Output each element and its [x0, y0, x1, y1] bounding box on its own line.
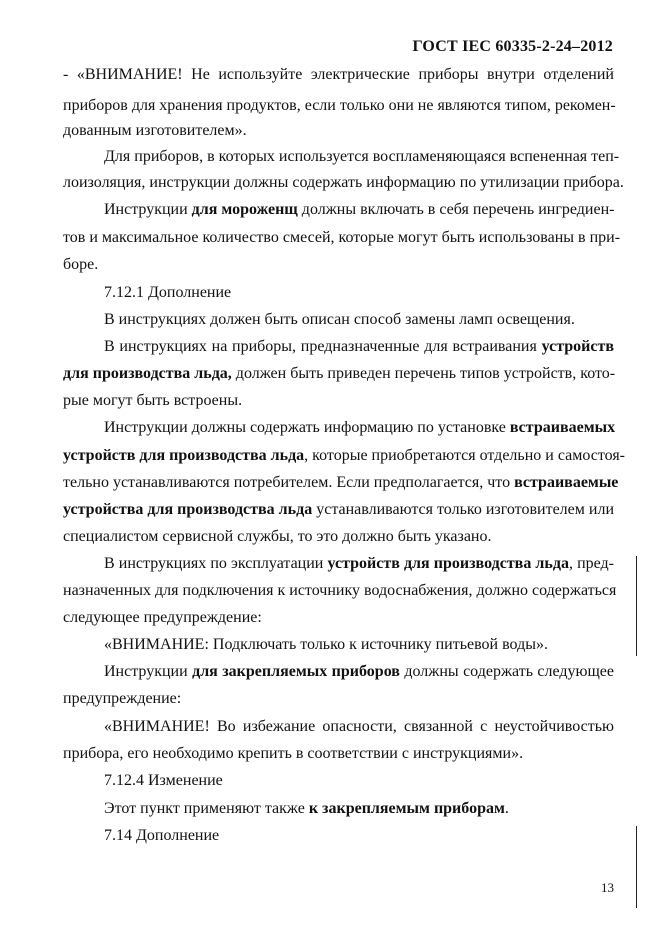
text-line: дованным изготовителем».: [63, 122, 247, 139]
page-number: 13: [601, 880, 614, 895]
text-line: боре.: [63, 256, 99, 273]
text-line: для производства льда, должен быть приведен перечень типов устройств, кото-: [63, 365, 616, 382]
text-line: тельно устанавливаются потребителем. Если предполагается, что встраиваемые: [63, 474, 619, 491]
text-line: Для приборов, в которых используется воспламеняющаяся вспененная теп-: [104, 148, 620, 165]
text-line: - «ВНИМАНИЕ! Не используйте электрические приборы внутри отделений: [63, 66, 614, 83]
text-line: назначенных для подключения к источнику водоснабжения, должно содержаться: [63, 582, 617, 599]
text-line: приборов для хранения продуктов, если только они не являются типом, рекомен-: [63, 97, 616, 114]
text-line: следующее предупреждение:: [63, 609, 262, 626]
text-line: В инструкциях на приборы, предназначенные для встраивания устройств: [104, 338, 614, 355]
section-heading: 7.14 Дополнение: [104, 827, 220, 844]
warning-line: «ВНИМАНИЕ: Подключать только к источнику питьевой воды».: [104, 636, 548, 653]
section-heading: 7.12.1 Дополнение: [104, 284, 232, 301]
text-line: В инструкциях должен быть описан способ замены ламп освещения.: [104, 311, 575, 328]
text-line: Этот пункт применяют также к закрепляемым приборам.: [104, 800, 509, 817]
warning-line: прибора, его необходимо крепить в соответствии с инструкциями».: [63, 745, 524, 762]
text-line: устройства для производства льда устанавливаются только изготовителем или: [63, 501, 615, 518]
section-heading: 7.12.4 Изменение: [104, 772, 223, 789]
text-line: устройств для производства льда, которые приобретаются отдельно и самостоя-: [63, 447, 626, 464]
warning-line: «ВНИМАНИЕ! Во избежание опасности, связанной с неустойчивостью: [104, 718, 614, 735]
text-line: рые могут быть встроены.: [63, 392, 243, 409]
text-line: тов и максимальное количество смесей, которые могут быть использованы в при-: [63, 229, 621, 246]
text-line: предупреждение:: [63, 690, 182, 707]
text-line: Инструкции для мороженщ должны включать в себя перечень ингредиен-: [104, 201, 615, 218]
text-line: В инструкциях по эксплуатации устройств для производства льда, пред-: [104, 555, 614, 572]
text-line: Инструкции должны содержать информацию по установке встраиваемых: [104, 419, 616, 436]
standard-header: ГОСТ IEC 60335-2-24–2012: [412, 38, 613, 55]
change-bar: [636, 826, 637, 908]
text-line: лоизоляция, инструкции должны содержать информацию по утилизации прибора.: [63, 174, 624, 191]
change-bar: [636, 556, 637, 656]
text-line: Инструкции для закрепляемых приборов должны содержать следующее: [104, 663, 615, 680]
text-line: специалистом сервисной службы, то это должно быть указано.: [63, 528, 492, 545]
